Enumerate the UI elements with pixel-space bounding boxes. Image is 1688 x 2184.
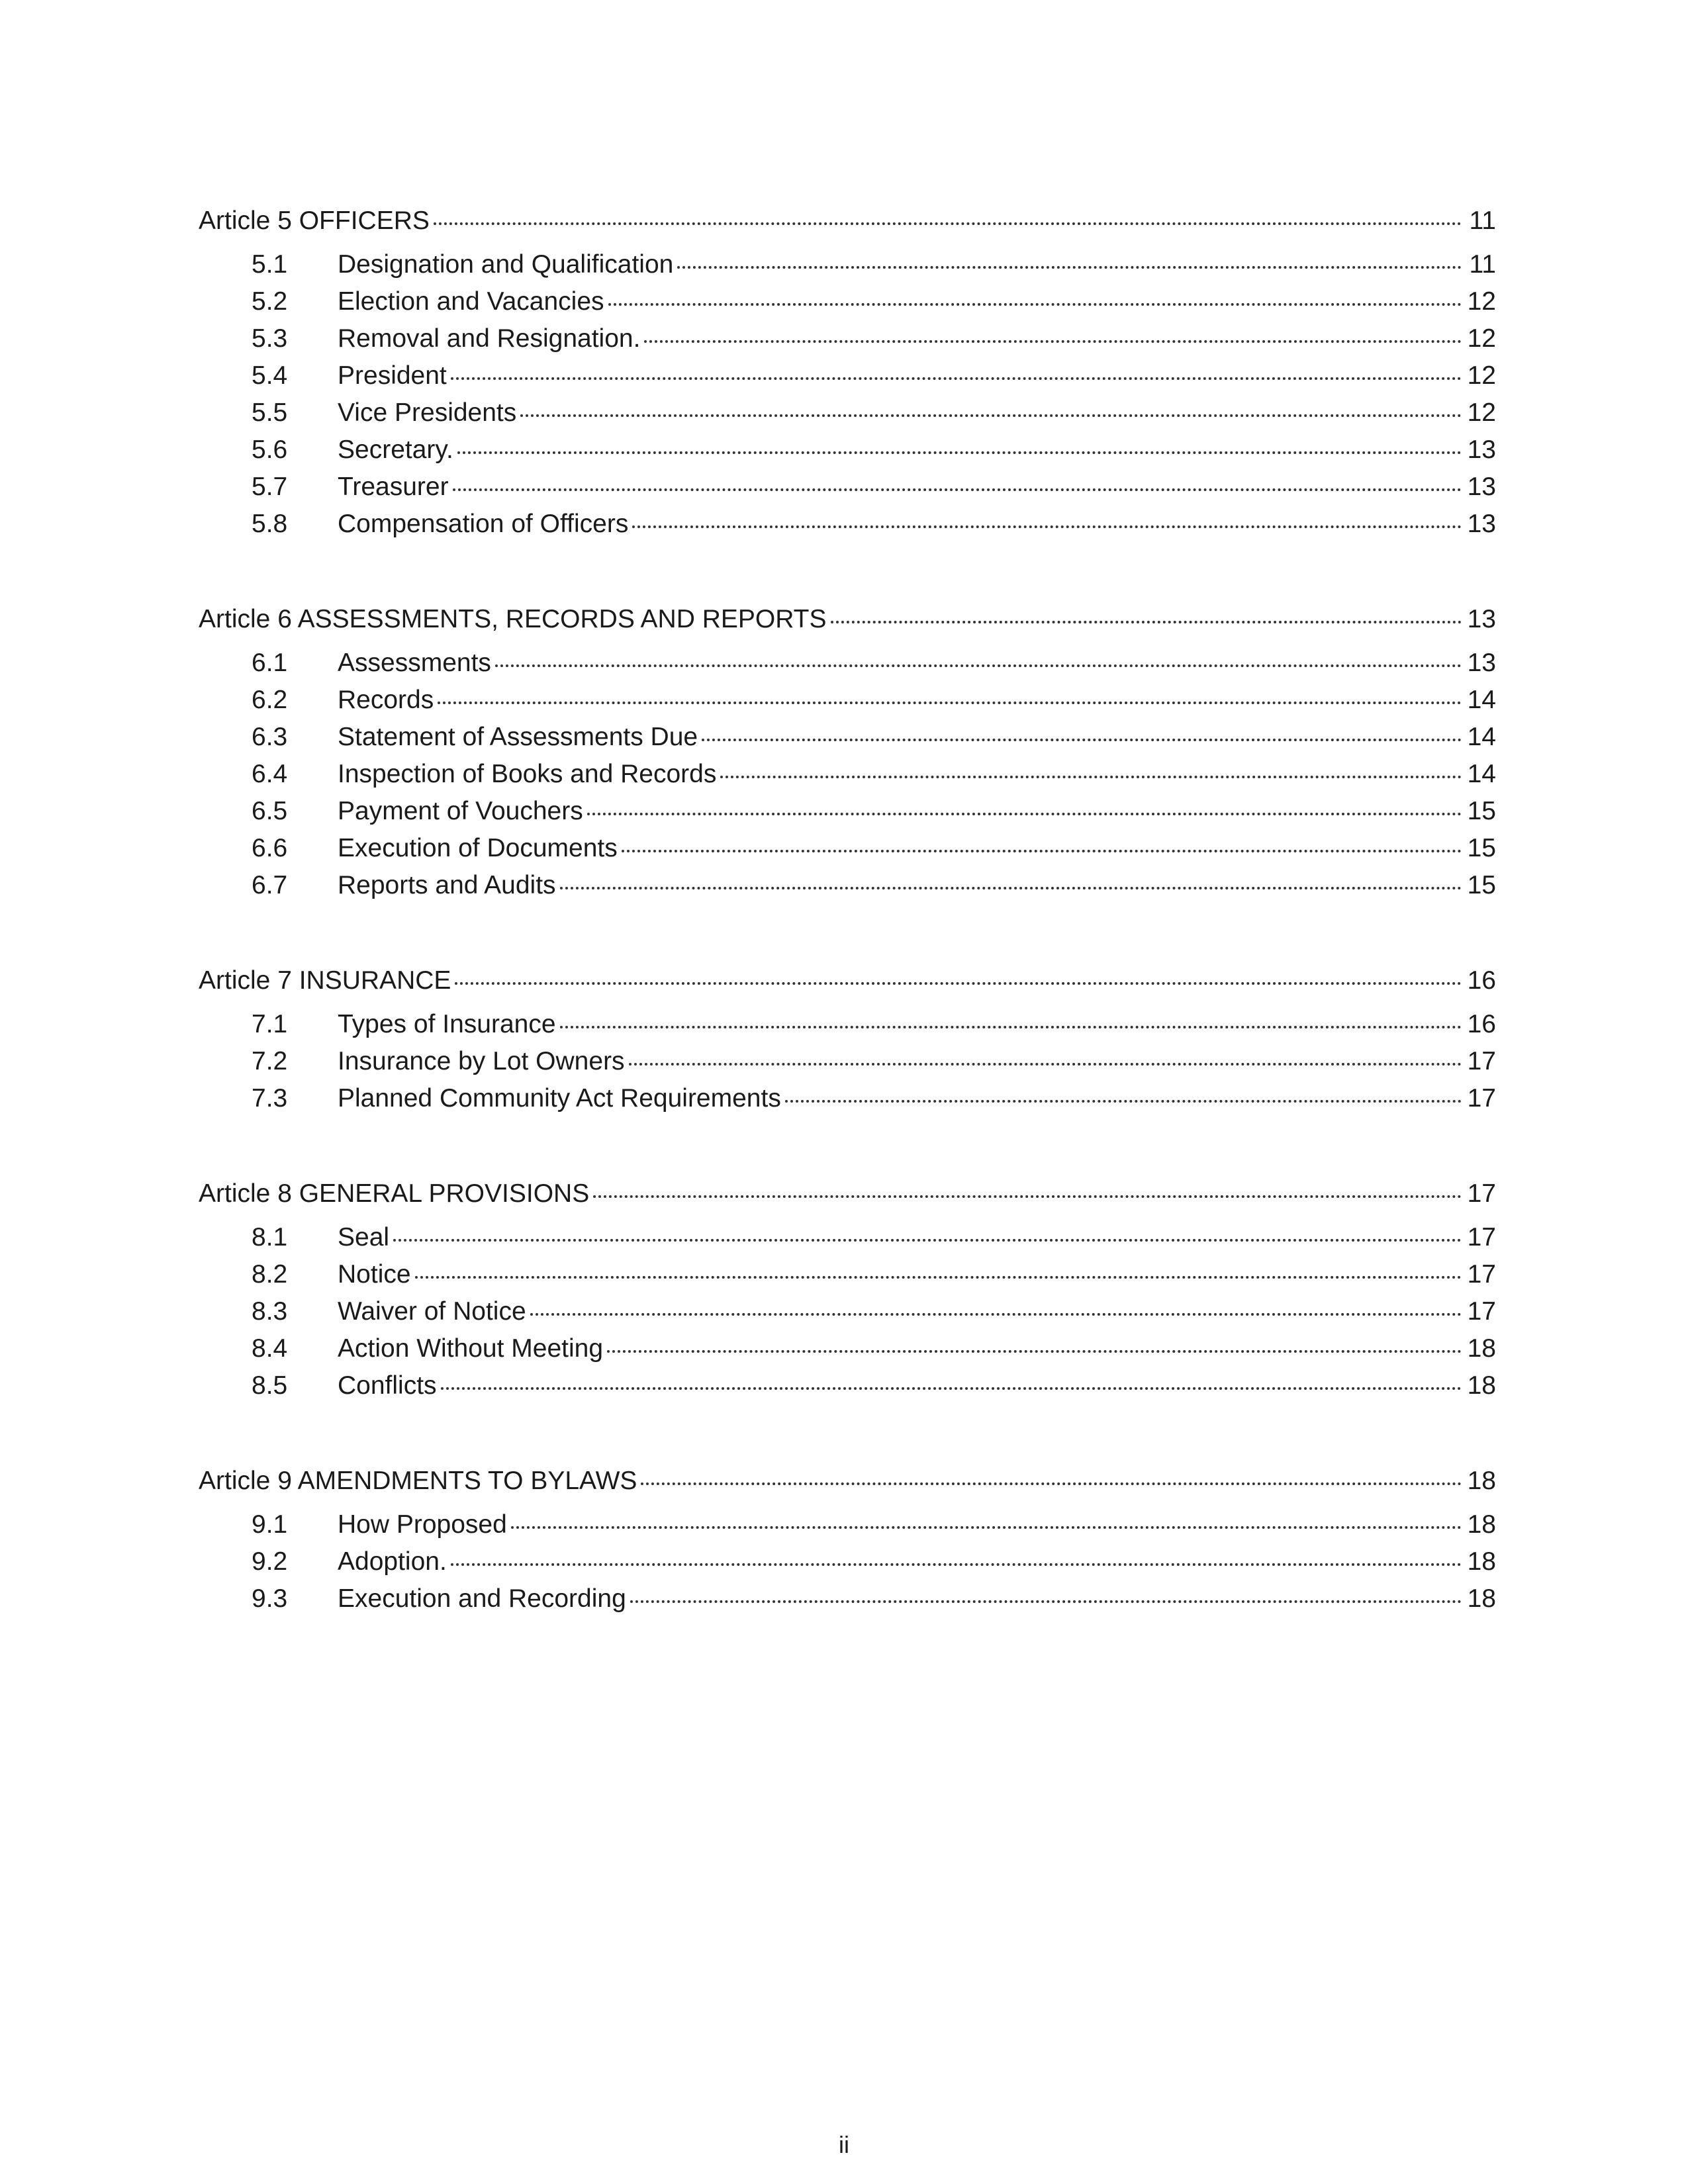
section-number: 5.7 bbox=[252, 473, 288, 501]
dot-leader bbox=[530, 1287, 1462, 1316]
section-number: 5.5 bbox=[252, 398, 288, 427]
dot-leader bbox=[415, 1250, 1462, 1279]
section-page-number: 14 bbox=[1467, 723, 1496, 751]
section-title: Records bbox=[338, 686, 434, 714]
footer-page-number: ii bbox=[839, 2131, 849, 2158]
toc-section-entry[interactable] bbox=[199, 318, 1496, 355]
section-number: 7.2 bbox=[252, 1047, 288, 1075]
section-title: Assessments bbox=[338, 649, 491, 677]
section-number: 8.2 bbox=[252, 1260, 288, 1289]
section-title: Planned Community Act Requirements bbox=[338, 1084, 781, 1113]
section-title: Waiver of Notice bbox=[338, 1297, 526, 1326]
section-page-number: 14 bbox=[1467, 686, 1496, 714]
section-title: Vice Presidents bbox=[338, 398, 517, 427]
article-page-number: 16 bbox=[1467, 966, 1496, 995]
section-title: Types of Insurance bbox=[338, 1010, 556, 1038]
dot-leader bbox=[622, 823, 1462, 852]
dot-leader bbox=[593, 1169, 1462, 1198]
dot-leader bbox=[495, 638, 1462, 667]
toc-section-entry[interactable] bbox=[199, 1541, 1496, 1578]
dot-leader bbox=[632, 499, 1462, 528]
section-number: 5.1 bbox=[252, 250, 288, 279]
section-title: Designation and Qualification bbox=[338, 250, 674, 279]
dot-leader bbox=[455, 956, 1462, 985]
section-title: Conflicts bbox=[338, 1371, 437, 1400]
dot-leader bbox=[607, 1324, 1462, 1353]
section-number: 9.1 bbox=[252, 1510, 288, 1539]
section-number: 5.6 bbox=[252, 435, 288, 464]
section-number: 5.2 bbox=[252, 287, 288, 316]
section-number: 8.5 bbox=[252, 1371, 288, 1400]
toc-section-entry[interactable] bbox=[199, 429, 1496, 466]
section-title: Execution of Documents bbox=[338, 834, 618, 862]
toc-section-entry[interactable] bbox=[199, 1578, 1496, 1615]
article-title: Article 5 OFFICERS bbox=[199, 206, 430, 235]
dot-leader bbox=[629, 1036, 1462, 1066]
dot-leader bbox=[644, 314, 1462, 343]
section-title: Action Without Meeting bbox=[338, 1334, 604, 1363]
article-title: Article 6 ASSESSMENTS, RECORDS AND REPORTS bbox=[199, 605, 827, 633]
section-page-number: 13 bbox=[1467, 473, 1496, 501]
toc-article-heading[interactable] bbox=[199, 597, 1496, 642]
section-page-number: 17 bbox=[1467, 1260, 1496, 1289]
toc-section-entry[interactable] bbox=[199, 466, 1496, 503]
section-page-number: 17 bbox=[1467, 1223, 1496, 1251]
section-page-number: 18 bbox=[1467, 1371, 1496, 1400]
section-title: Removal and Resignation. bbox=[338, 324, 641, 353]
dot-leader bbox=[438, 675, 1462, 704]
dot-leader bbox=[831, 594, 1462, 623]
section-number: 7.1 bbox=[252, 1010, 288, 1038]
dot-leader bbox=[520, 388, 1462, 417]
section-page-number: 11 bbox=[1469, 250, 1496, 279]
section-page-number: 13 bbox=[1467, 435, 1496, 464]
section-number: 5.8 bbox=[252, 510, 288, 538]
article-title: Article 8 GENERAL PROVISIONS bbox=[199, 1179, 590, 1208]
section-number: 9.2 bbox=[252, 1547, 288, 1576]
toc-section-entry[interactable] bbox=[199, 1504, 1496, 1541]
section-number: 5.3 bbox=[252, 324, 288, 353]
section-number: 6.1 bbox=[252, 649, 288, 677]
toc-section-entry[interactable] bbox=[199, 244, 1496, 281]
dot-leader bbox=[702, 712, 1462, 741]
toc-section-entry[interactable] bbox=[199, 1365, 1496, 1402]
section-title: Inspection of Books and Records bbox=[338, 760, 717, 788]
article-page-number: 13 bbox=[1467, 605, 1496, 633]
section-page-number: 18 bbox=[1467, 1510, 1496, 1539]
toc-section-entry[interactable] bbox=[199, 503, 1496, 540]
section-title: Insurance by Lot Owners bbox=[338, 1047, 625, 1075]
toc-section-entry[interactable] bbox=[199, 716, 1496, 753]
section-number: 6.7 bbox=[252, 871, 288, 899]
section-title: Adoption. bbox=[338, 1547, 447, 1576]
toc-section-entry[interactable] bbox=[199, 281, 1496, 318]
toc-article-7 bbox=[199, 958, 1496, 1115]
section-title: Treasurer bbox=[338, 473, 449, 501]
section-page-number: 16 bbox=[1467, 1010, 1496, 1038]
dot-leader bbox=[560, 999, 1462, 1028]
section-title: Election and Vacancies bbox=[338, 287, 604, 316]
toc-section-entry[interactable] bbox=[199, 642, 1496, 679]
dot-leader bbox=[641, 1456, 1462, 1485]
section-page-number: 18 bbox=[1467, 1547, 1496, 1576]
section-number: 6.3 bbox=[252, 723, 288, 751]
section-number: 6.2 bbox=[252, 686, 288, 714]
dot-leader bbox=[451, 1537, 1462, 1566]
table-of-contents bbox=[199, 199, 1496, 1672]
section-page-number: 17 bbox=[1467, 1084, 1496, 1113]
section-title: Seal bbox=[338, 1223, 390, 1251]
toc-section-entry[interactable] bbox=[199, 1328, 1496, 1365]
toc-section-entry[interactable] bbox=[199, 1077, 1496, 1115]
section-number: 8.3 bbox=[252, 1297, 288, 1326]
section-number: 9.3 bbox=[252, 1584, 288, 1613]
section-page-number: 12 bbox=[1467, 324, 1496, 353]
section-page-number: 18 bbox=[1467, 1584, 1496, 1613]
dot-leader bbox=[457, 425, 1462, 454]
article-title: Article 7 INSURANCE bbox=[199, 966, 451, 995]
dot-leader bbox=[720, 749, 1462, 778]
toc-section-entry[interactable] bbox=[199, 790, 1496, 827]
section-page-number: 18 bbox=[1467, 1334, 1496, 1363]
toc-section-entry[interactable] bbox=[199, 1003, 1496, 1040]
toc-section-entry[interactable] bbox=[199, 679, 1496, 716]
section-page-number: 13 bbox=[1467, 510, 1496, 538]
dot-leader bbox=[608, 277, 1462, 306]
toc-article-6 bbox=[199, 597, 1496, 901]
toc-section-entry[interactable] bbox=[199, 753, 1496, 790]
section-title: Payment of Vouchers bbox=[338, 797, 583, 825]
toc-section-entry[interactable] bbox=[199, 1291, 1496, 1328]
toc-article-heading[interactable] bbox=[199, 199, 1496, 244]
section-number: 7.3 bbox=[252, 1084, 288, 1113]
dot-leader bbox=[451, 351, 1462, 380]
dot-leader bbox=[587, 786, 1462, 815]
section-page-number: 12 bbox=[1467, 287, 1496, 316]
toc-section-entry[interactable] bbox=[199, 864, 1496, 901]
dot-leader bbox=[560, 860, 1462, 889]
section-page-number: 14 bbox=[1467, 760, 1496, 788]
toc-section-entry[interactable] bbox=[199, 1040, 1496, 1077]
section-page-number: 15 bbox=[1467, 797, 1496, 825]
section-title: Statement of Assessments Due bbox=[338, 723, 698, 751]
dot-leader bbox=[785, 1073, 1462, 1103]
toc-article-8 bbox=[199, 1171, 1496, 1402]
section-number: 8.1 bbox=[252, 1223, 288, 1251]
dot-leader bbox=[677, 240, 1462, 269]
section-page-number: 15 bbox=[1467, 834, 1496, 862]
toc-section-entry[interactable] bbox=[199, 1253, 1496, 1291]
toc-section-entry[interactable] bbox=[199, 355, 1496, 392]
dot-leader bbox=[630, 1574, 1462, 1603]
dot-leader bbox=[393, 1212, 1462, 1242]
section-page-number: 17 bbox=[1467, 1297, 1496, 1326]
toc-article-heading[interactable] bbox=[199, 1171, 1496, 1216]
section-page-number: 15 bbox=[1467, 871, 1496, 899]
article-page-number: 17 bbox=[1467, 1179, 1496, 1208]
article-page-number: 18 bbox=[1467, 1467, 1496, 1495]
dot-leader bbox=[434, 196, 1462, 225]
section-number: 8.4 bbox=[252, 1334, 288, 1363]
section-title: President bbox=[338, 361, 447, 390]
section-title: Notice bbox=[338, 1260, 411, 1289]
toc-article-heading[interactable] bbox=[199, 1459, 1496, 1504]
dot-leader bbox=[453, 462, 1462, 491]
section-number: 5.4 bbox=[252, 361, 288, 390]
section-number: 6.5 bbox=[252, 797, 288, 825]
section-page-number: 12 bbox=[1467, 361, 1496, 390]
section-title: Secretary. bbox=[338, 435, 453, 464]
section-title: Execution and Recording bbox=[338, 1584, 626, 1613]
article-page-number: 11 bbox=[1469, 206, 1496, 235]
toc-section-entry[interactable] bbox=[199, 392, 1496, 429]
section-page-number: 17 bbox=[1467, 1047, 1496, 1075]
section-title: Compensation of Officers bbox=[338, 510, 629, 538]
section-number: 6.4 bbox=[252, 760, 288, 788]
section-page-number: 12 bbox=[1467, 398, 1496, 427]
toc-article-9 bbox=[199, 1459, 1496, 1615]
article-title: Article 9 AMENDMENTS TO BYLAWS bbox=[199, 1467, 637, 1495]
toc-article-5 bbox=[199, 199, 1496, 540]
toc-article-heading[interactable] bbox=[199, 958, 1496, 1003]
section-title: Reports and Audits bbox=[338, 871, 556, 899]
dot-leader bbox=[511, 1500, 1462, 1529]
toc-section-entry[interactable] bbox=[199, 1216, 1496, 1253]
toc-section-entry[interactable] bbox=[199, 827, 1496, 864]
section-page-number: 13 bbox=[1467, 649, 1496, 677]
section-number: 6.6 bbox=[252, 834, 288, 862]
section-title: How Proposed bbox=[338, 1510, 507, 1539]
dot-leader bbox=[441, 1361, 1462, 1390]
